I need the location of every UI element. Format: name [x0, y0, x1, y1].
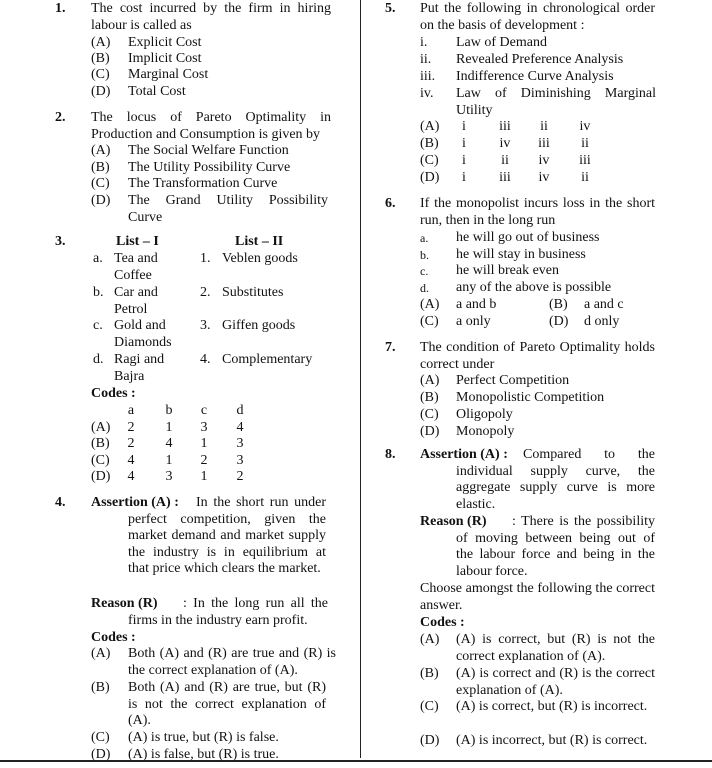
option-cell: ii: [581, 136, 589, 151]
item-label: a.: [420, 231, 429, 245]
reason-label: Reason (R): [420, 514, 487, 529]
option-label: (D): [420, 170, 440, 185]
code-cell: 1: [165, 420, 173, 435]
question-number: 5.: [385, 1, 396, 16]
item-text: he will go out of business: [456, 230, 600, 245]
option-text: Oligopoly: [456, 407, 513, 422]
option-label: (C): [420, 699, 439, 714]
option-label: (B): [91, 160, 110, 175]
code-cell: 4: [236, 420, 244, 435]
item-text: Indifference Curve Analysis: [456, 69, 614, 84]
option-label: (A): [420, 119, 440, 134]
option-label: (B): [91, 51, 110, 66]
item-text: he will break even: [456, 263, 560, 278]
option-text: (A) is incorrect, but (R) is correct.: [456, 733, 648, 748]
option-label: (B): [420, 390, 439, 405]
question-number: 6.: [385, 196, 396, 211]
option-label: (C): [420, 314, 439, 329]
option-text: Both (A) and (R) are true, but (R) is not the correct explanation of (A).: [128, 680, 326, 729]
list-1-heading: List – I: [116, 234, 159, 249]
item-label: c.: [420, 264, 429, 278]
option-text: The Utility Possibility Curve: [128, 160, 291, 175]
code-cell: 4: [127, 469, 135, 484]
question-number: 8.: [385, 447, 396, 462]
list-item-text: Gold and Diamonds: [114, 318, 172, 350]
option-label: (D): [91, 747, 111, 762]
code-cell: 4: [127, 453, 135, 468]
code-cell: 1: [200, 436, 208, 451]
option-text: Implicit Cost: [128, 51, 202, 66]
option-cell: i: [462, 119, 466, 134]
option-cell: i: [462, 136, 466, 151]
list-item-label: d.: [93, 352, 104, 367]
option-text: (A) is correct and (R) is the correct explanation of (A).: [456, 666, 655, 698]
option-label: (C): [420, 407, 439, 422]
option-text: a and c: [584, 297, 624, 312]
assertion-text: In the short run under perfect competition, given the market demand and market supply the industry is in equilibrium at that price which clears the market.: [128, 495, 326, 577]
option-text: Perfect Competition: [456, 373, 570, 388]
code-cell: 2: [127, 436, 135, 451]
list-item-text: Car and Petrol: [114, 285, 158, 317]
codes-label: Codes :: [420, 615, 465, 630]
question-stem: If the monopolist incurs loss in the short run, then in the long run: [420, 196, 655, 228]
option-cell: ii: [540, 119, 548, 134]
option-text: a and b: [456, 297, 497, 312]
option-label: (B): [91, 680, 110, 695]
code-row-label: (C): [91, 453, 110, 468]
option-cell: iv: [579, 119, 591, 134]
code-cell: 2: [236, 469, 244, 484]
list-item-label: a.: [93, 251, 103, 266]
option-label: (D): [420, 733, 440, 748]
list-item-text: Veblen goods: [222, 251, 298, 266]
option-label: (A): [420, 632, 440, 647]
reason-label: Reason (R): [91, 596, 158, 611]
list-item-label: 3.: [200, 318, 211, 333]
option-label: (A): [91, 646, 111, 661]
item-text: any of the above is possible: [456, 280, 612, 295]
option-cell: ii: [501, 153, 509, 168]
option-text: (A) is correct, but (R) is not the correct explanation of (A).: [456, 632, 655, 664]
question-number: 3.: [55, 234, 66, 249]
question-stem: The locus of Pareto Optimality in Production and Consumption is given by: [91, 110, 331, 142]
item-text: Revealed Preference Analysis: [456, 52, 624, 67]
list-item-text: Substitutes: [222, 285, 284, 300]
reason-text: : In the long run all the firms in the industry earn profit.: [128, 596, 328, 628]
question-stem: Put the following in chronological order on the basis of development :: [420, 1, 655, 33]
option-text: (A) is false, but (R) is true.: [128, 747, 279, 762]
option-text: Total Cost: [128, 84, 186, 99]
question-number: 7.: [385, 340, 396, 355]
code-header: d: [236, 403, 244, 418]
option-label: (D): [91, 193, 111, 208]
option-label: (D): [420, 424, 440, 439]
code-cell: 3: [165, 469, 173, 484]
code-row-label: (B): [91, 436, 110, 451]
option-text: The Grand Utility Possibility Curve: [128, 193, 328, 225]
question-stem: The condition of Pareto Optimality holds correct under: [420, 340, 655, 372]
option-cell: iv: [538, 170, 550, 185]
option-label: (A): [420, 297, 440, 312]
list-item-text: Giffen goods: [222, 318, 296, 333]
code-cell: 4: [165, 436, 173, 451]
option-text: a only: [456, 314, 491, 329]
code-cell: 3: [236, 436, 244, 451]
item-label: i.: [420, 35, 428, 50]
code-header: c: [200, 403, 208, 418]
code-cell: 2: [127, 420, 135, 435]
code-header: b: [165, 403, 173, 418]
item-label: iii.: [420, 69, 436, 84]
codes-label: Codes :: [91, 386, 136, 401]
code-row-label: (D): [91, 469, 111, 484]
item-text: he will stay in business: [456, 247, 586, 262]
assertion-text: Compared to the individual supply curve, the aggregate supply curve is more elastic.: [456, 447, 655, 512]
list-item-label: c.: [93, 318, 103, 333]
code-row-label: (A): [91, 420, 111, 435]
assertion-label: Assertion (A) :: [91, 495, 179, 510]
item-text: Law of Demand: [456, 35, 547, 50]
list-2-heading: List – II: [235, 234, 284, 249]
option-text: Monopoly: [456, 424, 515, 439]
option-text: Explicit Cost: [128, 35, 202, 50]
item-label: d.: [420, 281, 429, 295]
option-label: (D): [91, 84, 111, 99]
list-item-label: 1.: [200, 251, 211, 266]
option-text: The Transformation Curve: [128, 176, 278, 191]
option-label: (C): [91, 730, 110, 745]
option-text: (A) is correct, but (R) is incorrect.: [456, 699, 648, 714]
option-cell: iv: [538, 153, 550, 168]
option-cell: iii: [538, 136, 550, 151]
question-stem: The cost incurred by the firm in hiring labour is called as: [91, 1, 331, 33]
list-item-text: Ragi and Bajra: [114, 352, 165, 384]
question-number: 2.: [55, 110, 66, 125]
option-cell: iii: [579, 153, 591, 168]
question-number: 4.: [55, 495, 66, 510]
code-cell: 3: [200, 420, 208, 435]
list-item-text: Complementary: [222, 352, 313, 367]
option-label: (D): [549, 314, 569, 329]
option-label: (B): [549, 297, 568, 312]
list-item-label: 4.: [200, 352, 211, 367]
item-label: iv.: [420, 86, 434, 101]
question-number: 1.: [55, 1, 66, 16]
option-label: (A): [91, 143, 111, 158]
option-text: d only: [584, 314, 620, 329]
option-text: Marginal Cost: [128, 67, 209, 82]
reason-text: : There is the possibility of moving between being out of the labour force and being in the labour force.: [456, 514, 655, 579]
option-label: (C): [91, 176, 110, 191]
code-cell: 2: [200, 453, 208, 468]
option-text: Monopolistic Competition: [456, 390, 605, 405]
option-cell: iv: [499, 136, 511, 151]
option-cell: ii: [581, 170, 589, 185]
list-item-label: b.: [93, 285, 104, 300]
code-cell: 3: [236, 453, 244, 468]
option-label: (B): [420, 136, 439, 151]
option-label: (C): [91, 67, 110, 82]
assertion-label: Assertion (A) :: [420, 447, 508, 462]
option-label: (A): [91, 35, 111, 50]
item-label: ii.: [420, 52, 432, 67]
item-text: Law of Diminishing Marginal Utility: [456, 86, 656, 118]
code-cell: 1: [165, 453, 173, 468]
item-label: b.: [420, 248, 429, 262]
option-label: (C): [420, 153, 439, 168]
option-cell: i: [462, 153, 466, 168]
option-cell: iii: [499, 119, 511, 134]
instruction-text: Choose amongst the following the correct answer.: [420, 581, 655, 613]
list-item-text: Tea and Coffee: [114, 251, 158, 283]
option-cell: iii: [499, 170, 511, 185]
option-text: (A) is true, but (R) is false.: [128, 730, 279, 745]
option-text: The Social Welfare Function: [128, 143, 289, 158]
column-divider: [360, 0, 361, 758]
option-cell: i: [462, 170, 466, 185]
option-text: Both (A) and (R) are true and (R) is the correct explanation of (A).: [128, 646, 336, 678]
code-header: a: [127, 403, 135, 418]
list-item-label: 2.: [200, 285, 211, 300]
option-label: (A): [420, 373, 440, 388]
code-cell: 1: [200, 469, 208, 484]
option-label: (B): [420, 666, 439, 681]
codes-label: Codes :: [91, 630, 136, 645]
